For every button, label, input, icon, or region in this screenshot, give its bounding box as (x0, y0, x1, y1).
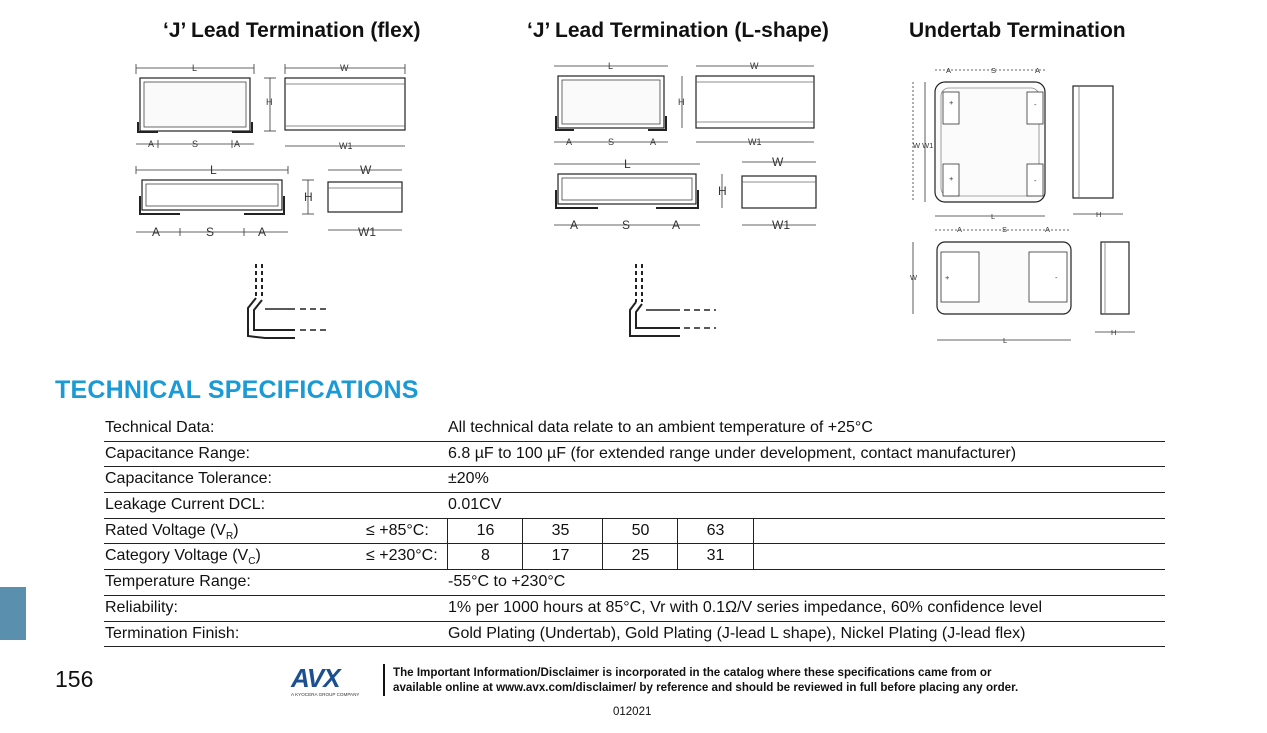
dim-L: L (192, 63, 198, 73)
plus-mark: + (949, 174, 954, 183)
voltage-cell: 17 (522, 544, 598, 569)
dim-S: S (991, 66, 997, 75)
dim-W1: W1 (339, 141, 353, 151)
dim-A: A (1045, 225, 1051, 234)
dim-H: H (1111, 328, 1117, 337)
flex-termination-header: ‘J’ Lead Termination (flex) (163, 19, 421, 42)
dim-H: H (266, 97, 273, 107)
dim-W: W (750, 61, 759, 71)
spec-label: Technical Data: (105, 419, 215, 436)
spec-row-category-voltage (104, 544, 1165, 570)
specs-table (104, 416, 1165, 647)
dim-W1: W1 (772, 218, 790, 232)
dim-H: H (304, 190, 313, 204)
spec-value: 0.01CV (448, 496, 502, 514)
footer-separator (383, 664, 385, 696)
spec-label: Leakage Current DCL: (105, 496, 266, 514)
spec-label: Temperature Range: (105, 573, 251, 591)
lshape-termination-header: ‘J’ Lead Termination (L-shape) (527, 19, 829, 42)
logo-subtext: A KYOCERA GROUP COMPANY (291, 692, 360, 697)
spec-row-temperature-range (104, 570, 1165, 596)
avx-logo (289, 663, 369, 704)
spec-row-termination-finish (104, 622, 1165, 648)
spec-label: Termination Finish: (105, 624, 240, 642)
dim-W: W (360, 163, 372, 177)
disclaimer-text (393, 665, 1018, 695)
dim-W: W (910, 273, 918, 282)
undertab-termination-header: Undertab Termination (909, 19, 1126, 42)
minus-mark: - (1034, 176, 1037, 185)
plus-mark: + (945, 273, 950, 282)
dim-A: A (672, 218, 681, 232)
dim-A: A (234, 139, 241, 149)
dim-A: A (570, 218, 579, 232)
technical-specifications-title: TECHNICAL SPECIFICATIONS (55, 376, 419, 404)
dim-W1: W1 (358, 225, 376, 239)
voltage-cell: 25 (602, 544, 678, 569)
spec-row-technical-data (104, 416, 1165, 442)
cell-divider (753, 519, 754, 544)
voltage-cell: 31 (677, 544, 753, 569)
minus-mark: - (1055, 273, 1058, 282)
dim-H: H (718, 184, 727, 198)
spec-value: All technical data relate to an ambient temperature of +25°C (448, 419, 873, 436)
plus-mark: + (949, 98, 954, 107)
dim-W1: W1 (748, 137, 762, 147)
spec-value: -55°C to +230°C (448, 573, 566, 591)
dim-L: L (991, 212, 996, 221)
spec-label: Reliability: (105, 598, 178, 616)
dim-W: W (772, 155, 784, 169)
voltage-cell: 8 (447, 544, 523, 569)
dim-S: S (206, 225, 215, 239)
dim-L: L (210, 163, 217, 177)
voltage-cell: 63 (677, 519, 753, 544)
dim-H: H (1096, 210, 1102, 219)
minus-mark: - (1034, 100, 1037, 109)
spec-label: Rated Voltage $(V_R)$ (105, 521, 239, 542)
dim-L: L (608, 61, 614, 71)
spec-row-capacitance-range (104, 442, 1165, 468)
dim-W: W (340, 63, 349, 73)
spec-row-rated-voltage (104, 519, 1165, 545)
dim-A: A (650, 137, 657, 147)
dim-A: A (148, 139, 155, 149)
dim-S: S (608, 137, 615, 147)
voltage-cell: 16 (447, 519, 523, 544)
dim-H: H (678, 97, 685, 107)
lshape-termination-drawing (550, 58, 830, 353)
page-number: 156 (55, 666, 94, 692)
spec-condition: ≤ +230°C: (366, 547, 438, 565)
undertab-termination-drawing (905, 62, 1145, 357)
flex-termination-drawing (130, 58, 420, 353)
cell-divider (753, 544, 754, 569)
spec-label: Capacitance Tolerance: (105, 470, 272, 488)
spec-value: Gold Plating (Undertab), Gold Plating (J-lead L shape), Nickel Plating (J-lead flex) (448, 624, 1026, 642)
spec-row-reliability (104, 596, 1165, 622)
catalog-code: 012021 (613, 706, 652, 718)
dim-A: A (258, 225, 267, 239)
dim-A: A (1035, 66, 1041, 75)
dim-S: S (622, 218, 631, 232)
dim-A: A (152, 225, 161, 239)
dim-W-W1: W W1 (913, 141, 934, 150)
spec-row-leakage-current (104, 493, 1165, 519)
dim-A: A (946, 66, 952, 75)
dim-L: L (624, 157, 631, 171)
spec-row-capacitance-tolerance (104, 467, 1165, 493)
side-tab-marker (0, 587, 26, 640)
disclaimer-line: available online at www.avx.com/disclaimer/ by reference and should be reviewed in full before placing any order. (393, 681, 1019, 694)
dim-A: A (566, 137, 573, 147)
dim-S: S (192, 139, 199, 149)
logo-text: AVX (291, 663, 340, 693)
voltage-cell: 50 (602, 519, 678, 544)
spec-value: 1% per 1000 hours at 85°C, Vr with 0.1Ω/V series impedance, 60% confidence level (448, 598, 1043, 616)
dim-L: L (1003, 336, 1008, 345)
spec-value: ±20% (448, 470, 489, 488)
spec-value: 6.8 µF to 100 µF (for extended range under development, contact manufacturer) (448, 444, 1017, 462)
dim-S: S (1002, 225, 1008, 234)
disclaimer-line: The Important Information/Disclaimer is incorporated in the catalog where these specifications came from or (393, 666, 992, 679)
voltage-cell: 35 (522, 519, 598, 544)
spec-label: Capacitance Range: (105, 444, 250, 462)
dim-A: A (957, 225, 963, 234)
spec-condition: ≤ +85°C: (366, 521, 429, 539)
spec-label: Category Voltage $(V_C)$ (105, 547, 261, 568)
